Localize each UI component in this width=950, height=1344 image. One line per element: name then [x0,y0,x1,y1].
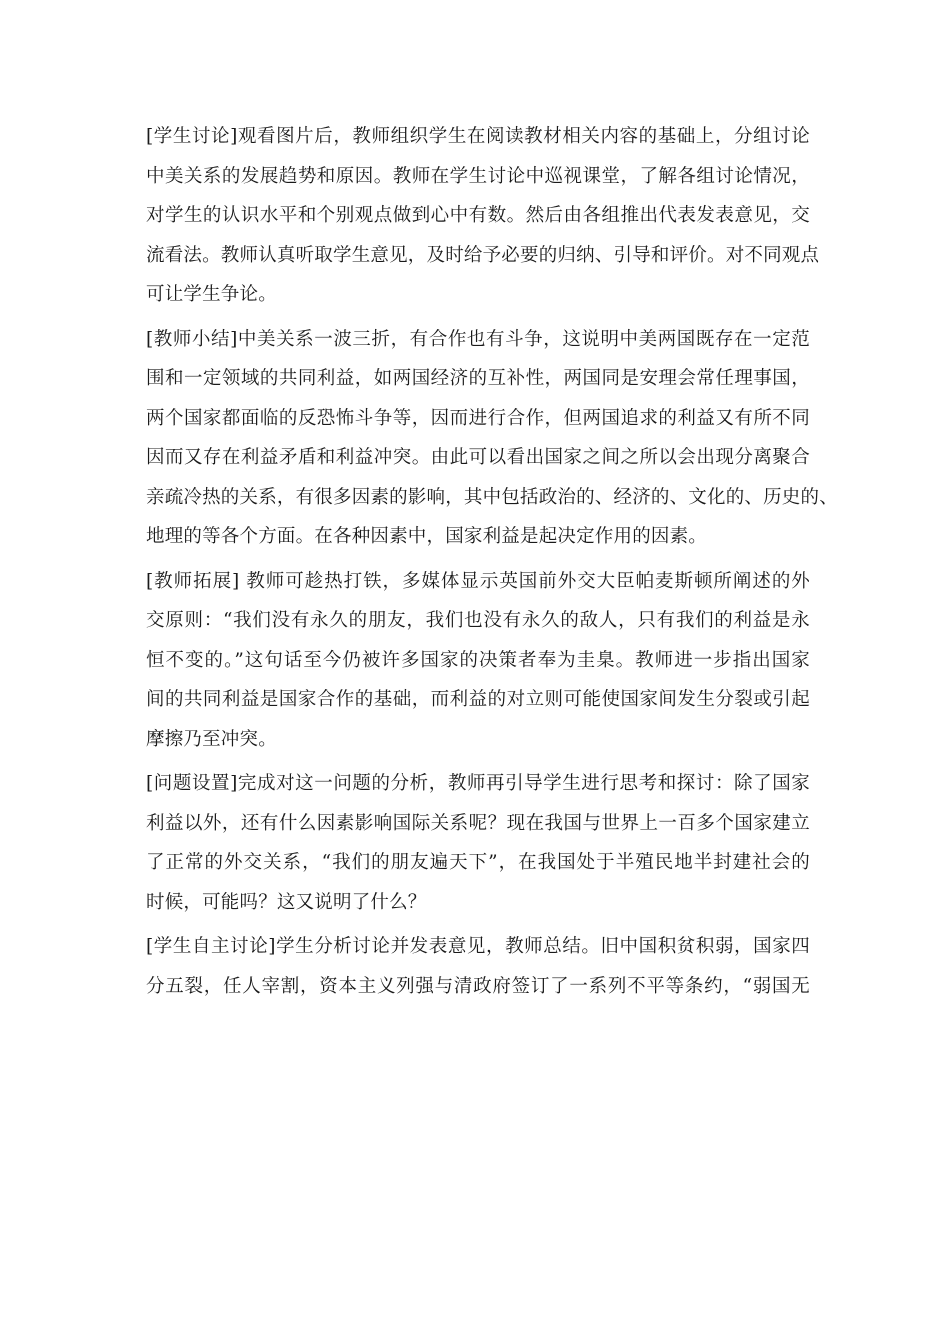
paragraph-question-setting [146,764,810,922]
text-line: [教师小结]中美关系一波三折，有合作也有斗争，这说明中美两国既存在一定范 [146,328,810,350]
text-line: 对学生的认识水平和个别观点做到心中有数。然后由各组推出代表发表意见，交 [146,205,810,226]
paragraph-student-discussion [146,117,820,315]
text-line: 分五裂，任人宰割，资本主义列强与清政府签订了一系列不平等条约，“弱国无 [146,975,810,997]
text-line: [教师拓展] 教师可趁热打铁，多媒体显示英国前外交大臣帕麦斯顿所阐述的外 [146,570,810,592]
document-body [146,117,838,1006]
text-line: 因而又存在利益矛盾和利益冲突。由此可以看出国家之间之所以会出现分离聚合 [146,447,810,468]
text-line: 两个国家都面临的反恐怖斗争等，因而进行合作，但两国追求的利益又有所不同 [146,407,810,429]
text-line: 间的共同利益是国家合作的基础，而利益的对立则可能使国家间发生分裂或引起 [146,689,810,710]
text-line: 时候，可能吗？这又说明了什么？ [146,891,427,913]
text-line: 围和一定领域的共同利益，如两国经济的互补性，两国同是安理会常任理事国， [146,368,810,389]
text-line: 中美关系的发展趋势和原因。教师在学生讨论中巡视课堂，了解各组讨论情况， [146,165,810,187]
text-line: 地理的等各个方面。在各种因素中，国家利益是起决定作用的因素。 [146,526,708,547]
paragraph-student-self-discussion [146,927,810,1006]
text-line: 利益以外，还有什么因素影响国际关系呢？现在我国与世界上一百多个国家建立 [146,812,810,834]
text-line: 可让学生争论。 [146,284,277,305]
text-line: 流看法。教师认真听取学生意见，及时给予必要的归纳、引导和评价。对不同观点 [146,244,820,266]
text-line: 亲疏冷热的关系，有很多因素的影响，其中包括政治的、经济的、文化的、历史的、 [146,486,838,508]
text-line: 恒不变的。”这句话至今仍被许多国家的决策者奉为圭臬。教师进一步指出国家 [146,649,810,671]
text-line: 摩擦乃至冲突。 [146,728,277,750]
text-line: 交原则：“我们没有永久的朋友，我们也没有永久的敌人，只有我们的利益是永 [146,610,810,631]
paragraph-teacher-extension [146,562,810,760]
text-line: [学生讨论]观看图片后，教师组织学生在阅读教材相关内容的基础上，分组讨论 [146,126,810,147]
paragraph-teacher-summary [146,320,838,557]
text-line: 了正常的外交关系，“我们的朋友遍天下”，在我国处于半殖民地半封建社会的 [146,852,810,873]
text-line: [问题设置]完成对这一问题的分析，教师再引导学生进行思考和探讨：除了国家 [146,773,810,794]
text-line: [学生自主讨论]学生分析讨论并发表意见，教师总结。旧中国积贫积弱，国家四 [146,936,810,957]
